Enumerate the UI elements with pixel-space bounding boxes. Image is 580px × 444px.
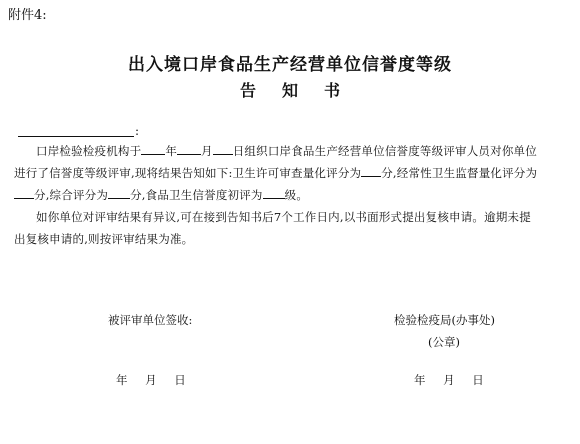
body-line-5: 出复核申请的,则按评审结果为准。 xyxy=(14,232,194,246)
body-line-1 xyxy=(36,140,537,162)
body-line-3 xyxy=(14,184,308,206)
day-blank xyxy=(213,142,233,155)
body-line-2 xyxy=(14,162,537,184)
permit-score-blank xyxy=(361,164,381,177)
body-text: 进行了信誉度等级评审,现将结果告知如下:卫生许可审查量化评分为 xyxy=(14,166,362,180)
year-blank xyxy=(141,142,165,155)
body-text: 日组织口岸食品生产经营单位信誉度等级评审人员对你单位 xyxy=(232,144,537,158)
recipient-signature-label: 被评审单位签收: xyxy=(108,313,193,327)
body-text: 分,食品卫生信誉度初评为 xyxy=(130,188,263,202)
addressee-colon: : xyxy=(135,124,140,138)
body-line-4: 如你单位对评审结果有异议,可在接到告知书后7个工作日内,以书面形式提出复核申请。逾期未提 xyxy=(36,210,531,224)
recipient-date: 年 月 日 xyxy=(116,373,186,387)
body-text: 月 xyxy=(201,144,213,158)
official-seal-label: (公章) xyxy=(428,335,460,349)
issuing-bureau-label: 检验检疫局(办事处) xyxy=(394,313,495,327)
grade-blank xyxy=(263,186,285,199)
bureau-date: 年 月 日 xyxy=(414,373,484,387)
month-blank xyxy=(177,142,201,155)
body-text: 分,综合评分为 xyxy=(34,188,109,202)
document-subtitle: 告知书 xyxy=(239,81,366,100)
body-text: 口岸检验检疫机构于 xyxy=(36,144,142,158)
total-score-blank xyxy=(108,186,130,199)
addressee-blank xyxy=(18,136,134,137)
body-text: 年 xyxy=(165,144,178,158)
body-text: 分,经常性卫生监督量化评分为 xyxy=(381,166,538,180)
attachment-label: 附件4: xyxy=(8,8,47,23)
document-title: 出入境口岸食品生产经营单位信誉度等级 xyxy=(128,55,452,75)
supervision-score-blank xyxy=(14,186,34,199)
body-text: 级。 xyxy=(284,188,309,202)
